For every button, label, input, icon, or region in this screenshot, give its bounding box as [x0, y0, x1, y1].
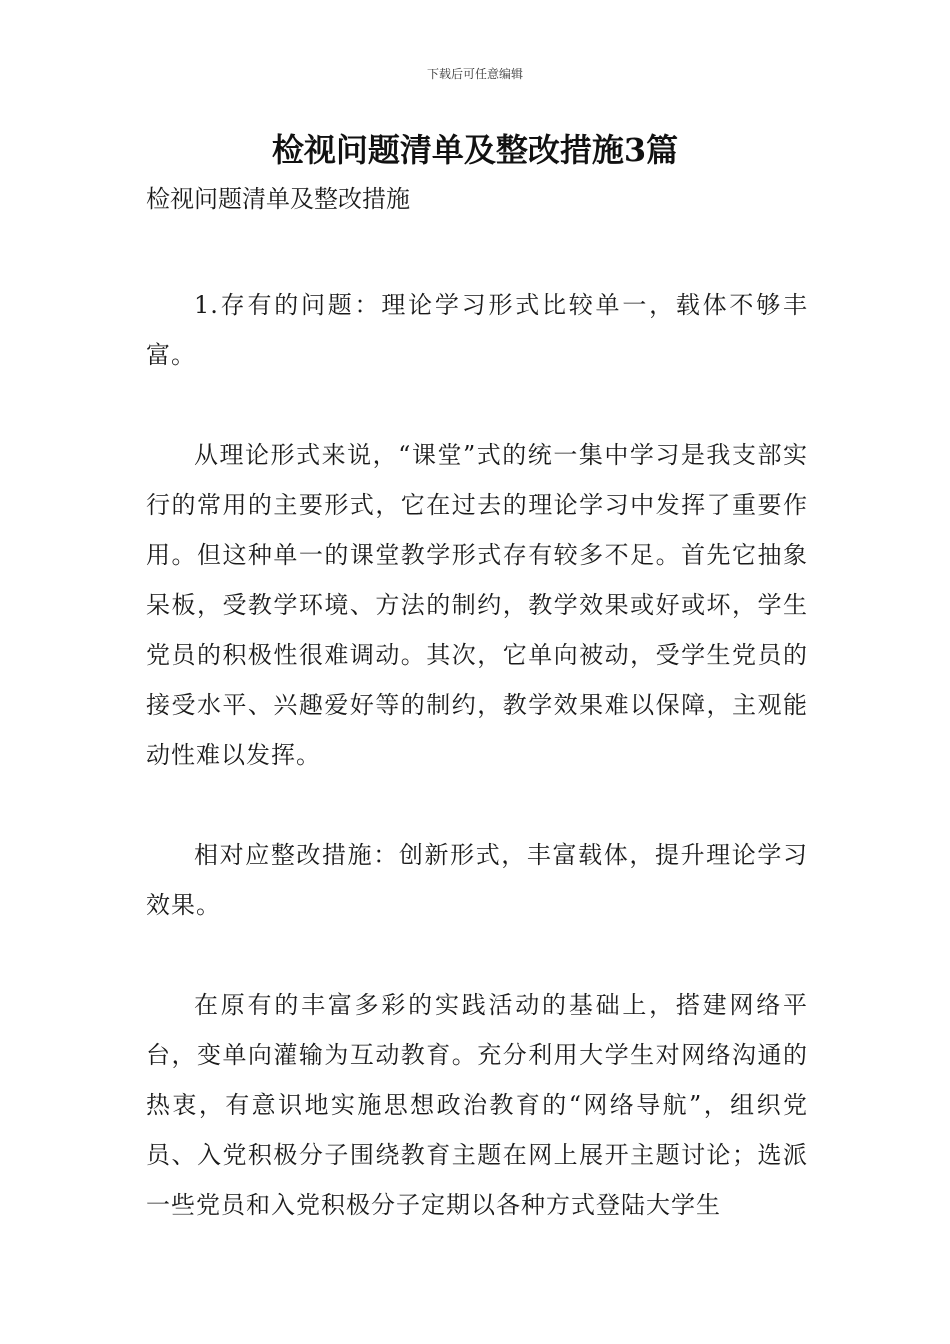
document-body — [146, 280, 808, 1280]
paragraph-problem: 1.存有的问题：理论学习形式比较单一，载体不够丰富。 — [146, 291, 808, 369]
document-subtitle: 检视问题清单及整改措施 — [146, 185, 410, 213]
paragraph-detail: 在原有的丰富多彩的实践活动的基础上，搭建网络平台，变单向灌输为互动教育。充分利用大学生对网络沟通的热衷，有意识地实施思想政治教育的“网络导航”，组织党员、入党积极分子围绕教育主题在网上展开主题讨论；选派一些党员和入党积极分子定期以各种方式登陆大学生 — [146, 991, 808, 1219]
paragraph-analysis: 从理论形式来说，“课堂”式的统一集中学习是我支部实行的常用的主要形式，它在过去的理论学习中发挥了重要作用。但这种单一的课堂教学形式存有较多不足。首先它抽象呆板，受教学环境、方法的制约，教学效果或好或坏，学生党员的积极性很难调动。其次，它单向被动，受学生党员的接受水平、兴趣爱好等的制约，教学效果难以保障，主观能动性难以发挥。 — [146, 441, 808, 769]
document-title: 检视问题清单及整改措施3篇 — [271, 131, 679, 169]
paragraph-measure: 相对应整改措施：创新形式，丰富载体，提升理论学习效果。 — [146, 841, 808, 919]
header-note: 下载后可任意编辑 — [426, 67, 523, 81]
